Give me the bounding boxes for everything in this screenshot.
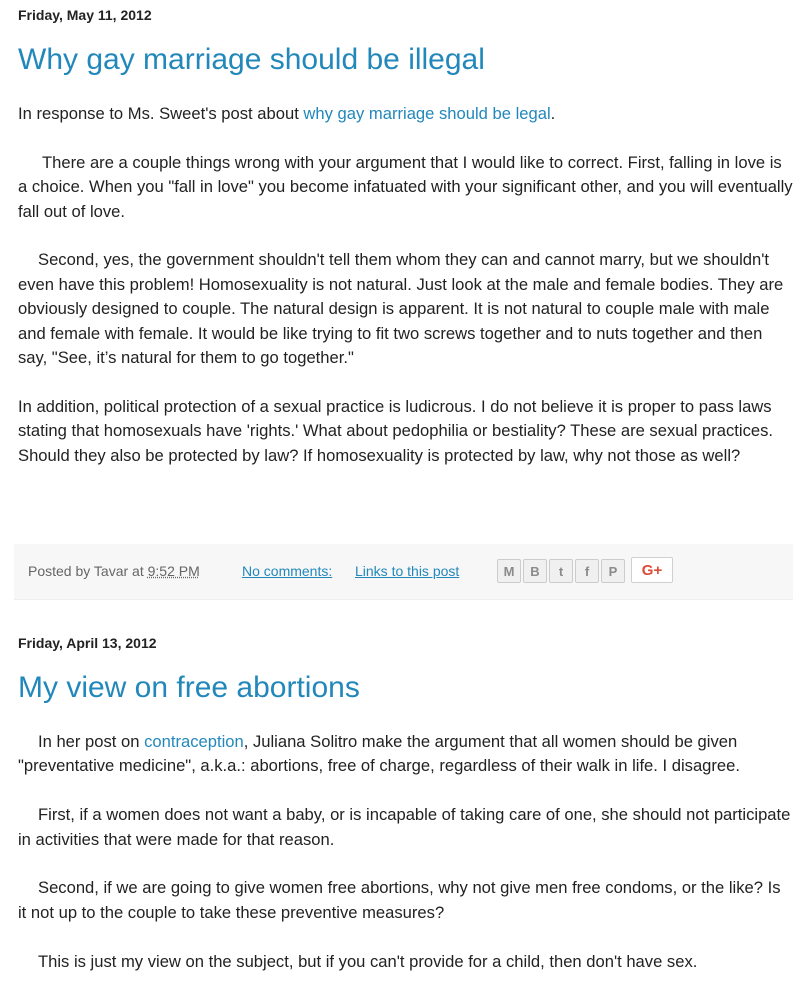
post-paragraph: There are a couple things wrong with your argument that I would like to correct. First, falling in love is a choice. When you "fall in love" you become infatuated with your significant other, and you will eventually fall out of love. bbox=[18, 152, 793, 221]
post-intro bbox=[18, 102, 793, 126]
facebook-icon: f bbox=[584, 563, 590, 579]
post-intro-suffix: , Juliana Solitro make the argument that all women should be given "preventative medicine", a.k.a.: abortions, free of charge, regardless of their walk in life. I disagree. bbox=[18, 732, 740, 776]
referenced-post-link[interactable]: why gay marriage should be legal bbox=[303, 104, 551, 123]
post-paragraph: Second, yes, the government shouldn't tell them whom they can and cannot marry, but we shouldn't even have this problem! Homosexuality is not natural. Just look at the male and female bodies. They are obviously designed to couple. The natural design is apparent. It is not natural to couple male with male and female with female. It would be like trying to fit two screws together and to nuts together and then say, "See, it’s natural for them to go together." bbox=[18, 250, 784, 368]
referenced-post-link[interactable]: contraception bbox=[144, 732, 244, 751]
author-name: Tavar bbox=[93, 563, 129, 579]
posted-by-label: Posted by bbox=[28, 563, 94, 579]
pinterest-share-button[interactable] bbox=[601, 559, 625, 583]
twitter-icon: t bbox=[558, 563, 564, 579]
post-timestamp-link[interactable]: 9:52 PM bbox=[147, 563, 200, 579]
email-share-button[interactable] bbox=[497, 559, 521, 583]
google-plus-share-button[interactable] bbox=[631, 557, 673, 583]
post-paragraph: This is just my view on the subject, but if you can't provide for a child, then don't have sex. bbox=[38, 951, 698, 971]
post-intro-text: In her post on bbox=[38, 732, 145, 751]
post-paragraph: First, if a women does not want a baby, or is incapable of taking care of one, she should not participate in activities that were made for that reason. bbox=[18, 805, 791, 849]
blogger-icon: B bbox=[530, 563, 540, 579]
post-date-header: Friday, April 13, 2012 bbox=[18, 635, 157, 651]
comments-link[interactable]: No comments: bbox=[242, 563, 333, 579]
twitter-share-button[interactable] bbox=[549, 559, 573, 583]
post-body bbox=[18, 730, 793, 974]
facebook-share-button[interactable] bbox=[575, 559, 599, 583]
post-byline bbox=[28, 563, 200, 579]
post-intro-suffix: . bbox=[550, 104, 556, 123]
post-date-header: Friday, May 11, 2012 bbox=[18, 7, 152, 23]
post-body bbox=[18, 102, 793, 468]
post-paragraph: In addition, political protection of a sexual practice is ludicrous. I do not believe it is proper to pass laws stating that homosexuals have 'rights.' What about pedophilia or bestiality? These are sexual practices. Should they also be protected by law? If homosexuality is protected by law, why not those as well? bbox=[18, 396, 774, 465]
backlinks-link[interactable]: Links to this post bbox=[355, 563, 460, 579]
google-plus-icon: G+ bbox=[641, 561, 663, 579]
blogthis-share-button[interactable] bbox=[523, 559, 547, 583]
post-intro bbox=[18, 730, 793, 779]
post-paragraph: Second, if we are going to give women free abortions, why not give men free condoms, or the like? Is it not up to the couple to take these preventive measures? bbox=[18, 878, 781, 922]
post-footer bbox=[14, 544, 793, 600]
email-icon: M bbox=[503, 563, 515, 579]
post-title-link[interactable]: My view on free abortions bbox=[18, 671, 360, 704]
share-buttons bbox=[497, 559, 627, 583]
post-intro-text: In response to Ms. Sweet's post about bbox=[18, 104, 304, 123]
post-title-link[interactable]: Why gay marriage should be illegal bbox=[18, 43, 485, 76]
pinterest-icon: P bbox=[608, 563, 618, 579]
at-label: at bbox=[128, 563, 148, 579]
